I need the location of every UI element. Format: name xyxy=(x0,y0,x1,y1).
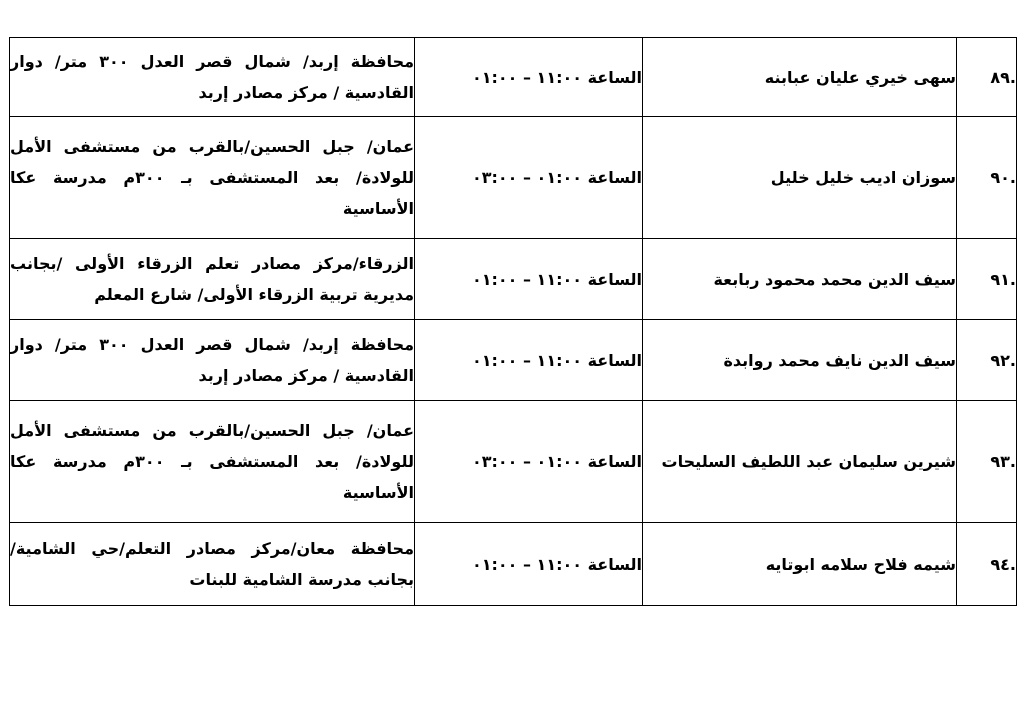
time-slot: الساعة ١١:٠٠ – ٠١:٠٠ xyxy=(415,320,643,401)
person-name: سيف الدين محمد محمود ربابعة xyxy=(643,239,957,320)
document-page xyxy=(9,37,1016,606)
table-row xyxy=(10,38,1017,117)
address: محافظة إربد/ شمال قصر العدل ٣٠٠ متر/ دوار القادسية / مركز مصادر إربد xyxy=(10,38,415,117)
time-slot: الساعة ٠١:٠٠ – ٠٣:٠٠ xyxy=(415,401,643,523)
table-row xyxy=(10,523,1017,606)
table-row xyxy=(10,401,1017,523)
address: محافظة معان/مركز مصادر التعلم/حي الشامية/ بجانب مدرسة الشامية للبنات xyxy=(10,523,415,606)
row-number: .٩٣ xyxy=(957,401,1017,523)
schedule-table xyxy=(9,37,1017,606)
address: عمان/ جبل الحسين/بالقرب من مستشفى الأمل للولادة/ بعد المستشفى بـ ٣٠٠م مدرسة عكا الأساسية xyxy=(10,401,415,523)
address: الزرقاء/مركز مصادر تعلم الزرقاء الأولى /بجانب مديرية تربية الزرقاء الأولى/ شارع المعلم xyxy=(10,239,415,320)
time-slot: الساعة ١١:٠٠ – ٠١:٠٠ xyxy=(415,523,643,606)
time-slot: الساعة ١١:٠٠ – ٠١:٠٠ xyxy=(415,38,643,117)
time-slot: الساعة ١١:٠٠ – ٠١:٠٠ xyxy=(415,239,643,320)
row-number: .٩٤ xyxy=(957,523,1017,606)
table-row xyxy=(10,239,1017,320)
row-number: .٩١ xyxy=(957,239,1017,320)
row-number: .٨٩ xyxy=(957,38,1017,117)
row-number: .٩٢ xyxy=(957,320,1017,401)
person-name: شيرين سليمان عبد اللطيف السليحات xyxy=(643,401,957,523)
address: محافظة إربد/ شمال قصر العدل ٣٠٠ متر/ دوار القادسية / مركز مصادر إربد xyxy=(10,320,415,401)
row-number: .٩٠ xyxy=(957,117,1017,239)
table-row xyxy=(10,117,1017,239)
time-slot: الساعة ٠١:٠٠ – ٠٣:٠٠ xyxy=(415,117,643,239)
table-row xyxy=(10,320,1017,401)
person-name: سيف الدين نايف محمد روابدة xyxy=(643,320,957,401)
person-name: شيمه فلاح سلامه ابوتايه xyxy=(643,523,957,606)
address: عمان/ جبل الحسين/بالقرب من مستشفى الأمل للولادة/ بعد المستشفى بـ ٣٠٠م مدرسة عكا الأساسية xyxy=(10,117,415,239)
person-name: سوزان اديب خليل خليل xyxy=(643,117,957,239)
person-name: سهى خيري عليان عبابنه xyxy=(643,38,957,117)
